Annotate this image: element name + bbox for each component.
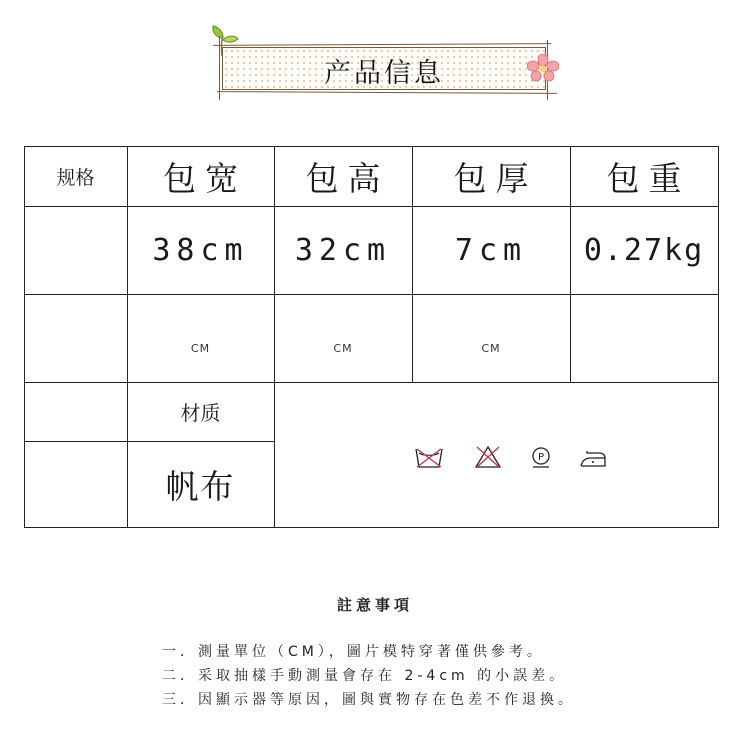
flower-decoration-icon (527, 54, 559, 82)
notes-title: 註意事項 (336, 596, 413, 614)
hand-wash-icon (415, 447, 443, 469)
title-banner (222, 47, 546, 90)
value-width: 38cm (152, 232, 249, 268)
note-item-3: 三．因顯示器等原因，圖與實物存在色差不作退換。 (162, 692, 576, 708)
unit-cm-1: CM (190, 341, 211, 355)
value-weight: 0.27kg (583, 232, 705, 268)
note-item-2: 二．采取抽樣手動測量會存在 2-4cm 的小誤差。 (162, 668, 568, 684)
value-depth: 7cm (454, 232, 528, 268)
dry-clean-p-icon (530, 447, 552, 469)
header-width: 包宽 (163, 158, 247, 198)
iron-icon (579, 450, 607, 468)
page-title: 产品信息 (324, 58, 444, 89)
spec-table (24, 146, 719, 528)
note-item-1: 一．測量單位（CM），圖片模特穿著僅供參考。 (162, 644, 545, 660)
header-depth: 包厚 (453, 158, 538, 198)
svg-text:P: P (537, 452, 545, 463)
header-height: 包高 (305, 158, 390, 198)
unit-cm-3: CM (481, 341, 501, 355)
unit-cm-2: CM (333, 341, 353, 355)
value-height: 32cm (294, 232, 392, 268)
material-label: 材质 (180, 401, 221, 425)
no-bleach-icon (474, 445, 502, 469)
material-value: 帆布 (165, 466, 236, 506)
header-weight: 包重 (606, 158, 691, 198)
header-spec: 规格 (56, 166, 95, 189)
